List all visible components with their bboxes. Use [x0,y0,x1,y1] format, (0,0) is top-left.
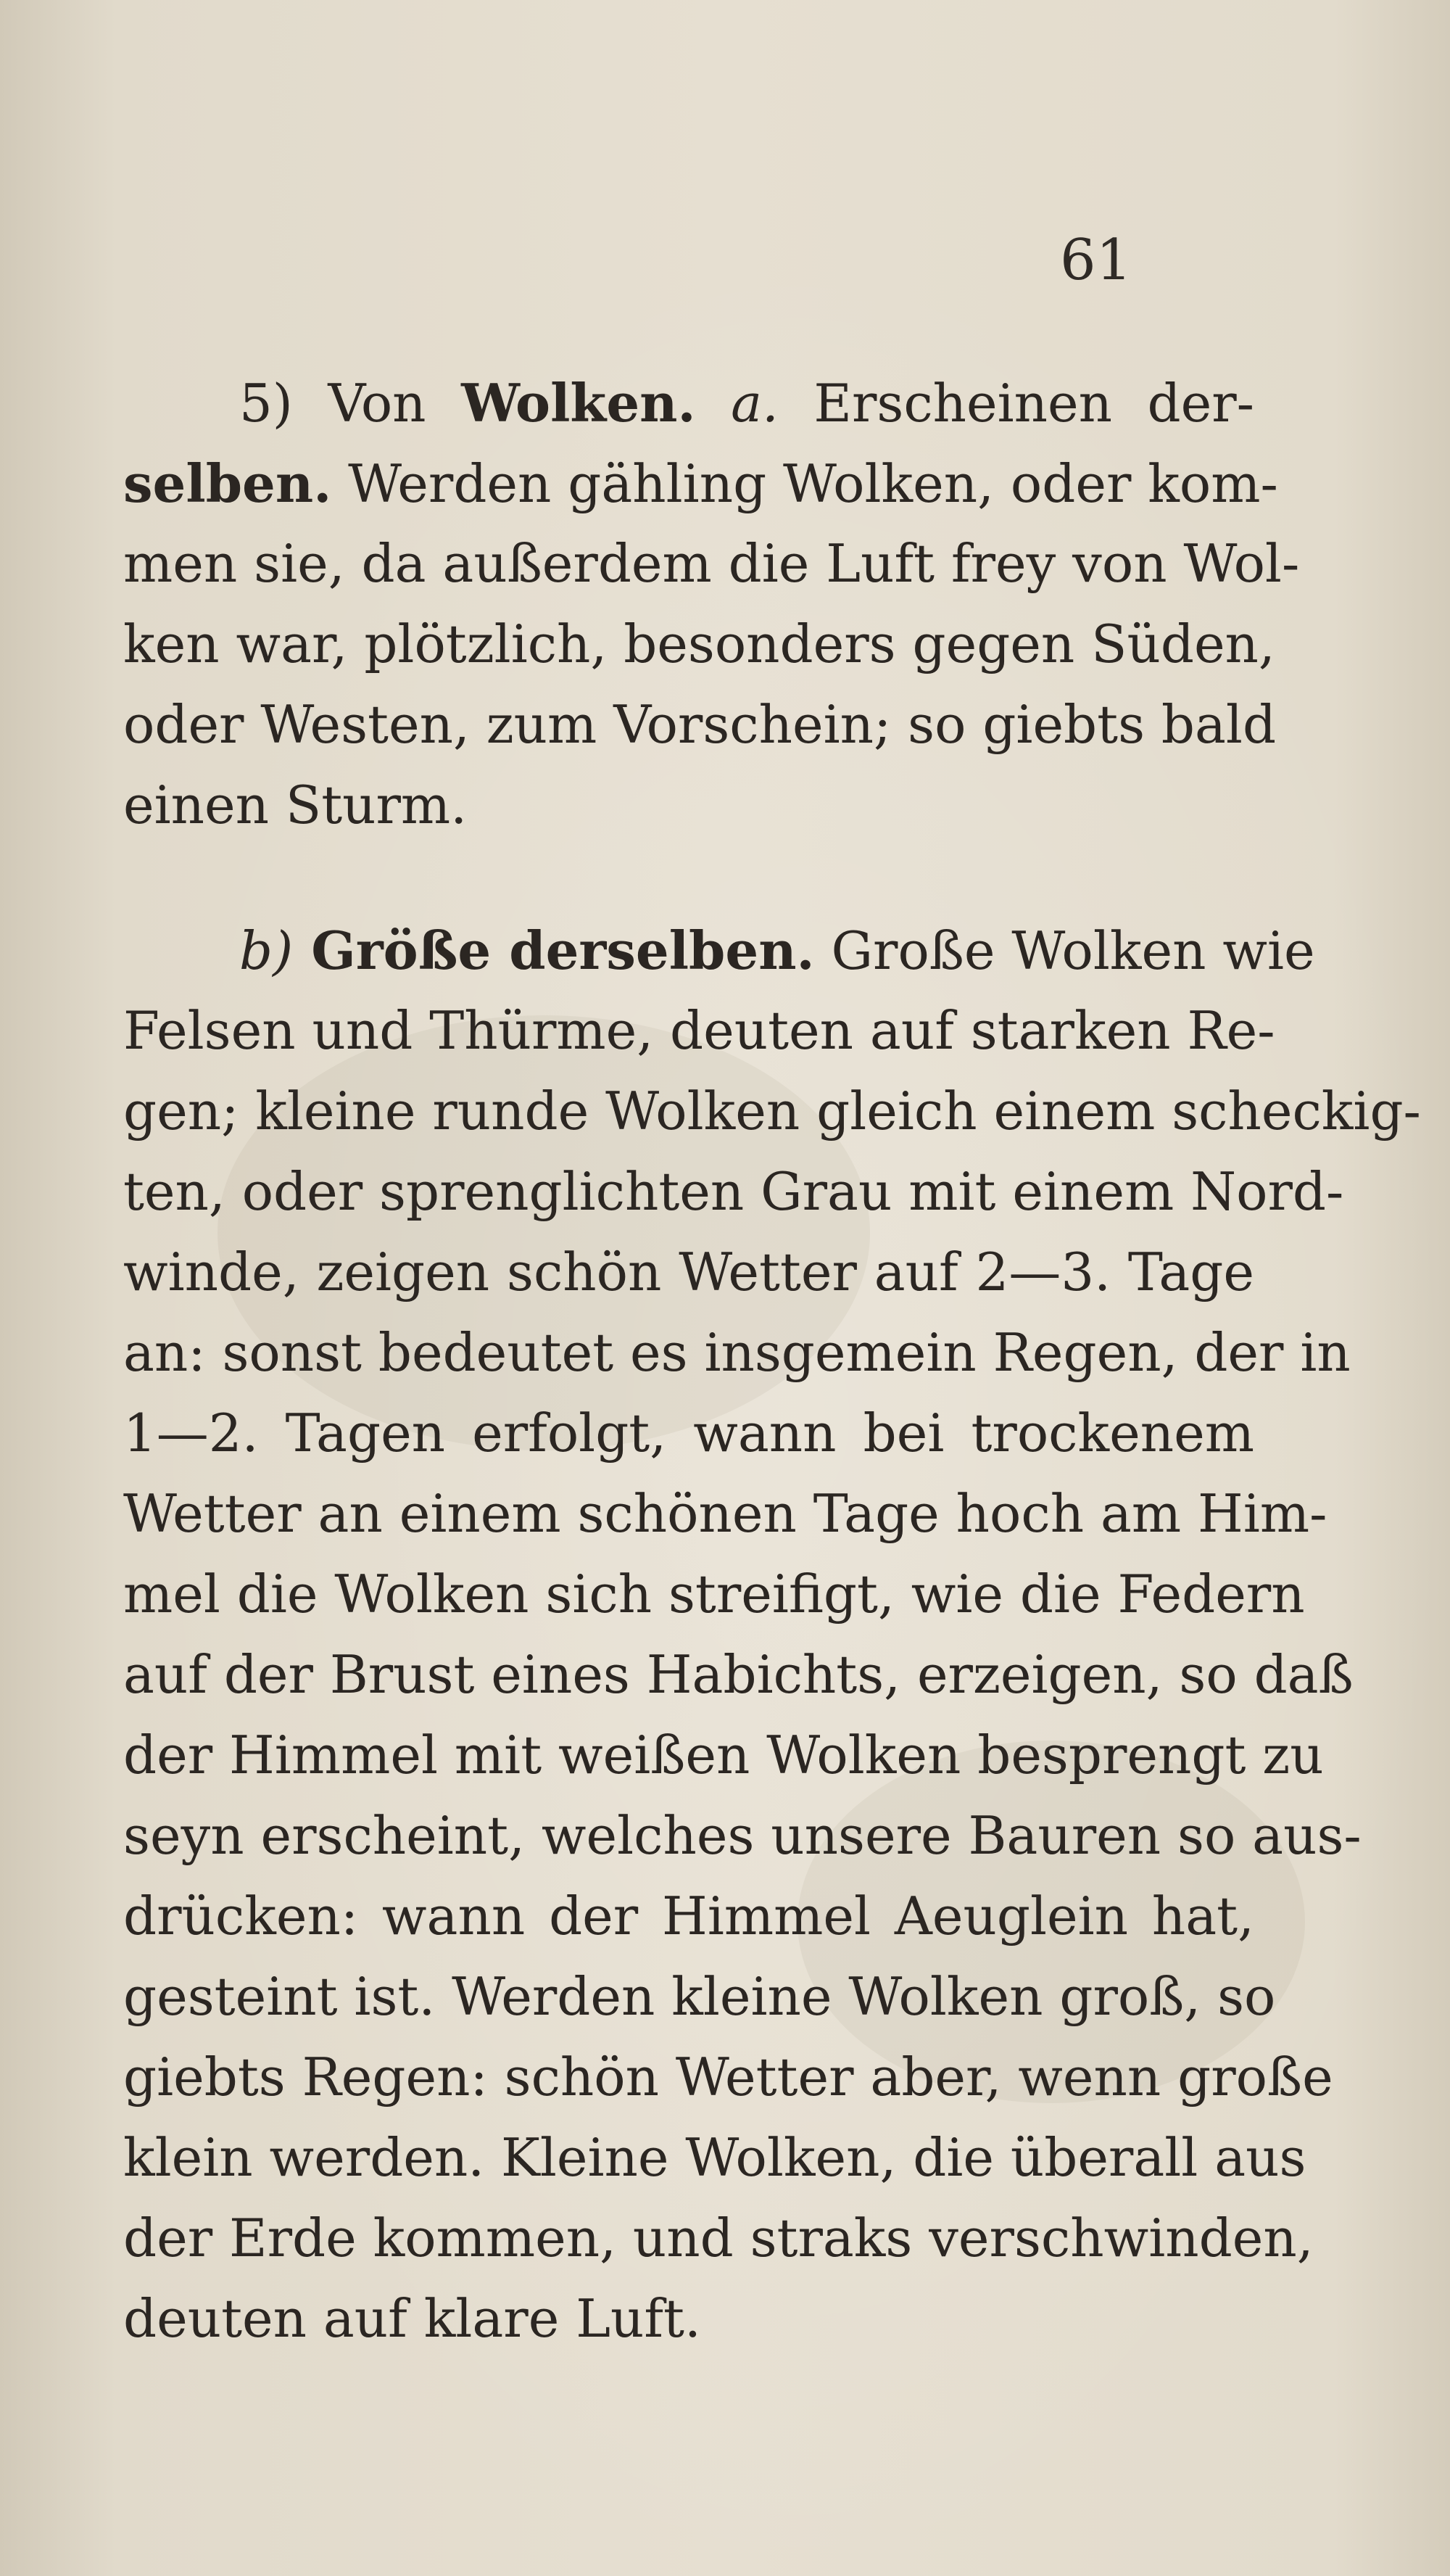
paragraph-wolken-groesse [123,910,1421,2359]
text-line: der Erde kommen, und straks verschwinden, [123,2208,1314,2269]
text-line: 5) Von Wolken. a. Erscheinen der- [239,372,1254,434]
text-line: gen; kleine runde Wolken gleich einem scheckig- [123,1081,1421,1142]
text-line: ten, oder sprenglichten Grau mit einem Nord- [123,1161,1344,1222]
text-line: gesteint ist. Werden kleine Wolken groß, so [123,1966,1276,2027]
sub-heading: selben. [123,453,332,514]
text-line: klein werden. Kleine Wolken, die überall aus [123,2127,1306,2188]
text-line: selben. Werden gähling Wolken, oder kom- [123,453,1278,514]
text-line: winde, zeigen schön Wetter auf 2—3. Tage [123,1242,1254,1303]
text-line: drücken: wann der Himmel Aeuglein hat, [123,1886,1254,1947]
text-line: Wetter an einem schönen Tage hoch am Him- [123,1483,1327,1544]
text-line: einen Sturm. [123,775,468,835]
sub-heading: Größe derselben. [293,920,815,981]
text-line: oder Westen, zum Vorschein; so giebts bald [123,694,1277,755]
text-line: deuten auf klare Luft. [123,2288,701,2349]
text-line: der Himmel mit weißen Wolken besprengt zu [123,1725,1324,1786]
text-line: ken war, plötzlich, besonders gegen Süden, [123,614,1275,674]
text-line: b) Größe derselben. Große Wolken wie [239,920,1315,981]
text-line: men sie, da außerdem die Luft frey von Wol- [123,533,1300,594]
text-line: an: sonst bedeutet es insgemein Regen, der in [123,1322,1351,1383]
text-line: giebts Regen: schön Wetter aber, wenn große [123,2047,1333,2108]
text-line: seyn erscheint, welches unsere Bauren so aus- [123,1805,1362,1866]
text-line: mel die Wolken sich streifigt, wie die Federn [123,1564,1305,1625]
paragraph-wolken-erscheinen [123,363,1300,846]
text-line: auf der Brust eines Habichts, erzeigen, so daß [123,1644,1354,1705]
text-line: Felsen und Thürme, deuten auf starken Re- [123,1000,1275,1061]
page-number: 61 [1060,228,1132,293]
section-heading: Wolken. [461,372,696,434]
sub-label: b) [239,920,294,981]
text-line: 1—2. Tagen erfolgt, wann bei trockenem [123,1403,1254,1464]
sub-label: a. [731,373,779,434]
